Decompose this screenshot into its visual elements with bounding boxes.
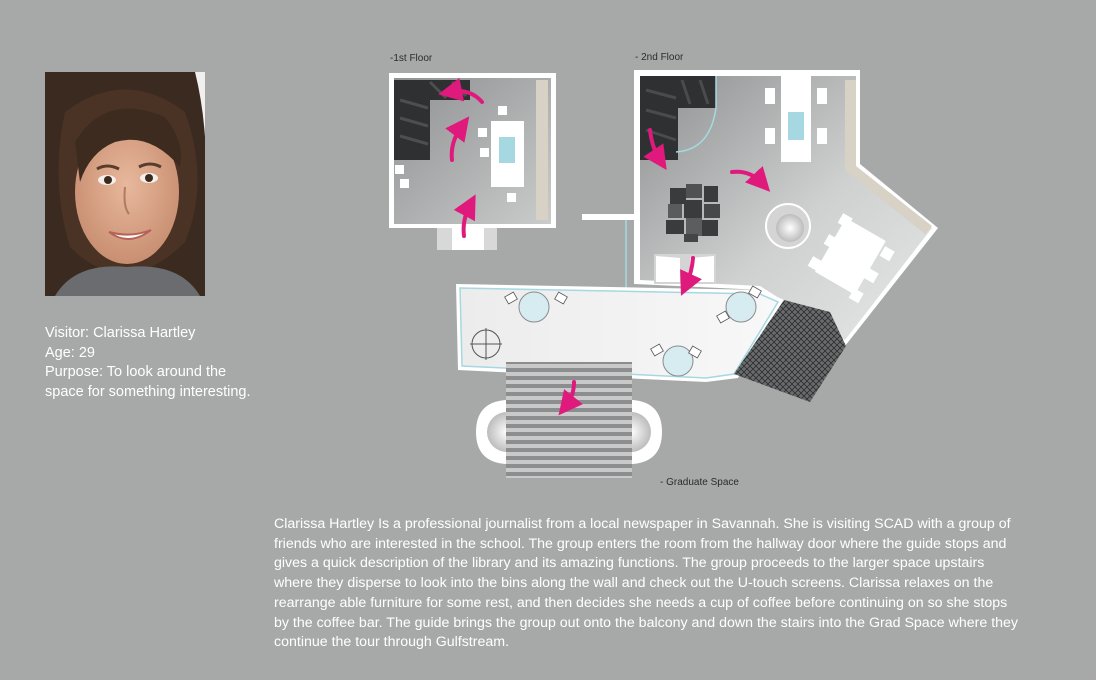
first-floor-label: -1st Floor xyxy=(390,53,433,64)
graduate-space-stairs xyxy=(476,362,662,478)
floorplan-diagram xyxy=(380,40,960,500)
visitor-portrait xyxy=(45,72,205,296)
second-floor-label: - 2nd Floor xyxy=(635,52,684,63)
visitor-purpose: Purpose: To look around the space for something interesting. xyxy=(45,364,251,400)
visitor-info xyxy=(45,324,260,402)
first-floor-room xyxy=(389,73,556,250)
visitor-name: Visitor: Clarissa Hartley xyxy=(45,325,196,341)
visitor-age: Age: 29 xyxy=(45,344,95,361)
graduate-space-label: - Graduate Space xyxy=(660,477,739,488)
visitor-story: Clarissa Hartley Is a professional journalist from a local newspaper in Savannah. She is visiting SCAD with a group of friends who are interested in the school. The group enters the room from the hallway door where the guide stops and gives a quick description of the library and its amazing functions. The group proceeds to the larger space upstairs where they disperse to look into the bins along the wall and check out the U-touch screens. Clarissa relaxes on the rearrange able furniture for some rest, and then decides she needs a cup of coffee before continuing on so she stops by the coffee bar. The guide brings the group out onto the balcony and down the stairs into the Grad Space where they continue the tour through Gulfstream. xyxy=(274,516,1019,651)
